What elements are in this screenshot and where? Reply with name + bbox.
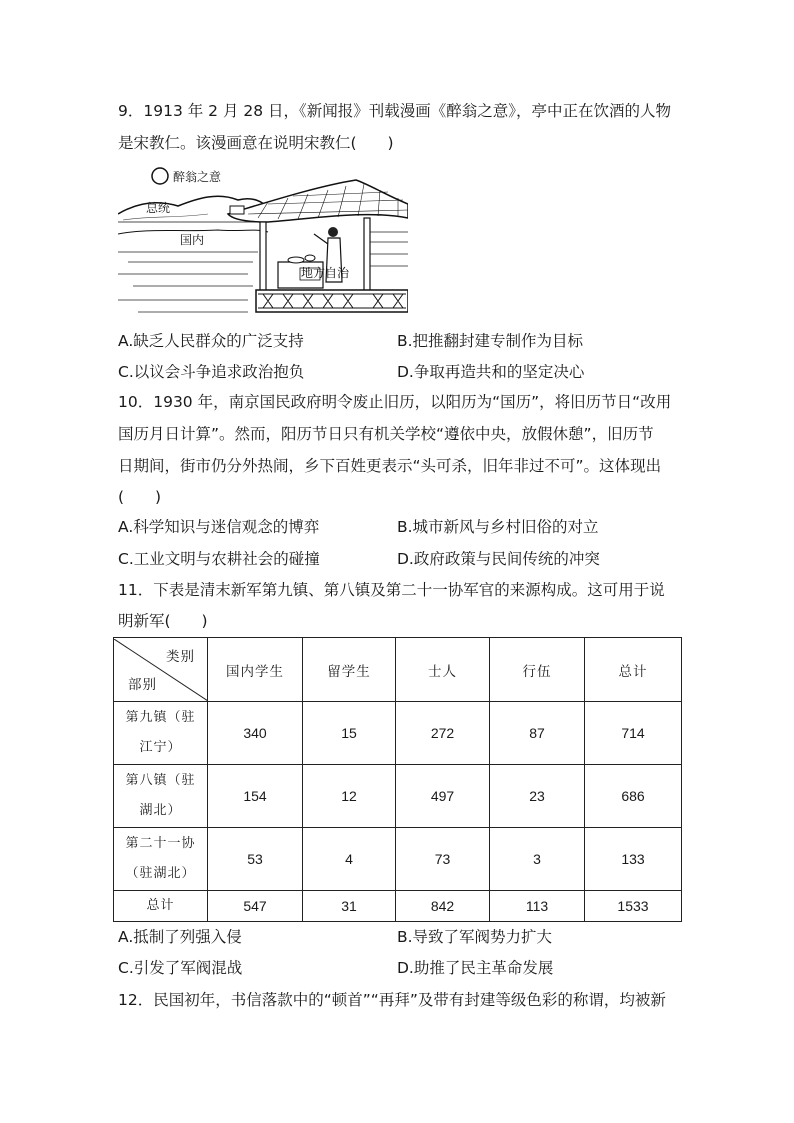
row-label-line2: （驻湖北） <box>125 866 196 881</box>
row-label-line2: 湖北） <box>139 803 182 818</box>
table-cell: 272 <box>396 702 490 765</box>
cartoon-label-top: 总统 <box>146 201 171 215</box>
table-corner-cell <box>114 638 208 702</box>
q9-option-c[interactable]: C.以议会斗争追求政治抱负 <box>118 363 305 381</box>
q10-stem-line3: 日期间，街市仍分外热闹，乡下百姓更表示“头可杀，旧年非过不可”。这体现出 <box>118 457 662 475</box>
row-label <box>114 765 208 828</box>
table-cell: 53 <box>208 828 303 891</box>
table-cell: 4 <box>303 828 396 891</box>
table-cell: 842 <box>396 891 490 922</box>
q9-option-d[interactable]: D.争取再造共和的坚定决心 <box>397 363 585 381</box>
table-cell: 31 <box>303 891 396 922</box>
row-label-line1: 第九镇（驻 <box>125 710 196 725</box>
table-cell: 133 <box>585 828 682 891</box>
q11-option-b[interactable]: B.导致了军阀势力扩大 <box>397 928 553 946</box>
table-row <box>114 765 682 828</box>
q11-stem-line2: 明新军( ) <box>118 612 208 630</box>
column-header: 国内学生 <box>208 638 303 702</box>
table-cell: 497 <box>396 765 490 828</box>
table-cell: 12 <box>303 765 396 828</box>
corner-unit-label: 部别 <box>128 676 157 693</box>
table-cell: 3 <box>490 828 585 891</box>
table-header-row <box>114 638 682 702</box>
column-header: 总计 <box>585 638 682 702</box>
table-cell: 340 <box>208 702 303 765</box>
q10-option-c[interactable]: C.工业文明与农耕社会的碰撞 <box>118 550 320 568</box>
corner-category-label: 类别 <box>166 648 195 665</box>
officer-source-table <box>113 637 682 922</box>
cartoon-image <box>118 162 408 322</box>
table-row <box>114 828 682 891</box>
q9-stem-line2: 是宋教仁。该漫画意在说明宋教仁( ) <box>118 134 394 152</box>
table-cell: 154 <box>208 765 303 828</box>
table-cell: 87 <box>490 702 585 765</box>
q9-option-a[interactable]: A.缺乏人民群众的广泛支持 <box>118 332 304 350</box>
cartoon-label-mid: 国内 <box>180 233 205 247</box>
q11-stem-line1: 11．下表是清末新军第九镇、第八镇及第二十一协军官的来源构成。这可用于说 <box>118 581 665 599</box>
cartoon-title: 醉翁之意 <box>173 170 222 184</box>
table-cell: 23 <box>490 765 585 828</box>
table-cell: 15 <box>303 702 396 765</box>
q10-stem-line1: 10．1930 年，南京国民政府明令废止旧历，以阳历为“国历”，将旧历节日“改用 <box>118 393 672 411</box>
table-cell: 686 <box>585 765 682 828</box>
table-row <box>114 702 682 765</box>
q9-stem-line1: 9．1913 年 2 月 28 日，《新闻报》刊载漫画《醉翁之意》，亭中正在饮酒的人物 <box>118 102 672 120</box>
column-header: 行伍 <box>490 638 585 702</box>
table-cell: 714 <box>585 702 682 765</box>
q10-stem-line4: ( ) <box>118 488 162 506</box>
cartoon-label-table: 地方自治 <box>301 266 350 280</box>
column-header: 留学生 <box>303 638 396 702</box>
q11-option-a[interactable]: A.抵制了列强入侵 <box>118 928 242 946</box>
table-cell: 113 <box>490 891 585 922</box>
total-label: 总计 <box>114 891 208 922</box>
table-cell: 73 <box>396 828 490 891</box>
q11-option-d[interactable]: D.助推了民主革命发展 <box>397 959 554 977</box>
row-label-line2: 江宁） <box>139 740 182 755</box>
row-label-line1: 第二十一协 <box>125 836 196 851</box>
row-label <box>114 828 208 891</box>
q12-stem-line1: 12．民国初年，书信落款中的“顿首”“再拜”及带有封建等级色彩的称谓，均被新 <box>118 991 666 1009</box>
q10-option-b[interactable]: B.城市新风与乡村旧俗的对立 <box>397 518 599 536</box>
table-total-row <box>114 891 682 922</box>
row-label-line1: 第八镇（驻 <box>125 773 196 788</box>
row-label <box>114 702 208 765</box>
table-cell: 1533 <box>585 891 682 922</box>
q10-option-a[interactable]: A.科学知识与迷信观念的博弈 <box>118 518 320 536</box>
q10-stem-line2: 国历月日计算”。然而，阳历节日只有机关学校“遵依中央，放假休憩”，旧历节 <box>118 425 654 443</box>
column-header: 士人 <box>396 638 490 702</box>
q9-option-b[interactable]: B.把推翻封建专制作为目标 <box>397 332 584 350</box>
q11-option-c[interactable]: C.引发了军阀混战 <box>118 959 243 977</box>
q10-option-d[interactable]: D.政府政策与民间传统的冲突 <box>397 550 600 568</box>
table-cell: 547 <box>208 891 303 922</box>
